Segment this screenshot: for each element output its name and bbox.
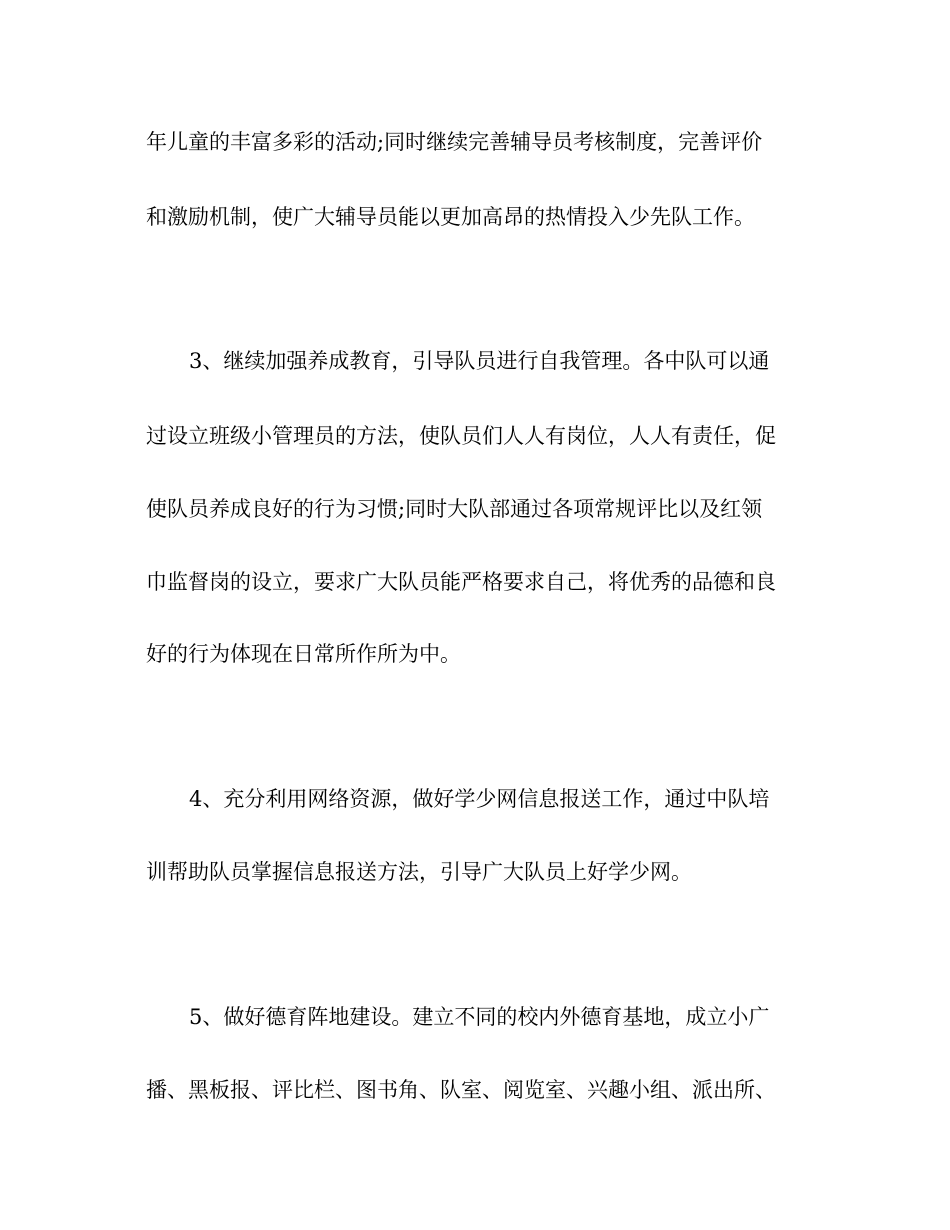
text-line: 使队员养成良好的行为习惯;同时大队部通过各项常规评比以及红领	[146, 497, 763, 521]
text-line: 巾监督岗的设立，要求广大队员能严格要求自己，将优秀的品德和良	[146, 570, 776, 594]
text-line: 训帮助队员掌握信息报送方法，引导广大队员上好学少网。	[146, 860, 692, 884]
text-line: 过设立班级小管理员的方法，使队员们人人有岗位，人人有责任，促	[146, 424, 776, 448]
paragraph-3-start: 3、继续加强养成教育，引导队员进行自我管理。各中队可以通	[189, 349, 770, 373]
text-line: 好的行为体现在日常所作所为中。	[146, 642, 461, 666]
text-line: 播、黑板报、评比栏、图书角、队室、阅览室、兴趣小组、派出所、	[146, 1078, 776, 1102]
text-line: 年儿童的丰富多彩的活动;同时继续完善辅导员考核制度，完善评价	[146, 130, 763, 154]
paragraph-4-start: 4、充分利用网络资源，做好学少网信息报送工作，通过中队培	[189, 787, 770, 811]
paragraph-5-start: 5、做好德育阵地建设。建立不同的校内外德育基地，成立小广	[189, 1005, 770, 1029]
text-line: 和激励机制，使广大辅导员能以更加高昂的热情投入少先队工作。	[146, 205, 755, 229]
